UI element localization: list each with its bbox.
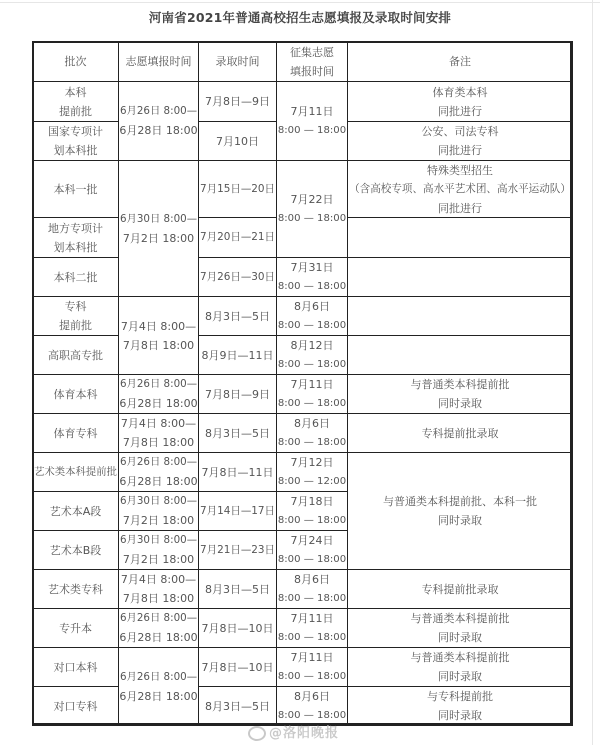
- admit-time-cell: [198, 217, 277, 258]
- cell-text: 6月30日 8:00—: [119, 212, 198, 225]
- batch-cell: [32, 121, 119, 161]
- cell-text: 8:00 — 18:00: [277, 213, 347, 224]
- cell-text: 同时录取: [438, 514, 482, 527]
- admit-time-cell: [198, 296, 277, 336]
- cell-text: 8月3日—5日: [205, 426, 270, 440]
- cell-text: 7月11日: [290, 105, 334, 118]
- cell-text: 艺术类专科: [48, 582, 103, 596]
- admission-schedule-table: [32, 41, 572, 725]
- cell-text: 同时录取: [438, 670, 482, 683]
- cell-text: 专科提前批录取: [421, 582, 499, 596]
- batch-cell: [32, 374, 119, 414]
- cell-text: 8:00 — 18:00: [277, 515, 347, 526]
- cell-text: 8:00 — 18:00: [277, 632, 347, 643]
- batch-cell: [32, 257, 119, 297]
- cell-text: 填报时间: [290, 64, 334, 78]
- cell-text: 7月11日: [290, 612, 334, 625]
- note-cell: [347, 569, 573, 609]
- cell-text: 7月8日 18:00: [122, 436, 195, 449]
- collect-time-cell: [276, 413, 348, 453]
- cell-text: 专科: [64, 300, 87, 313]
- cell-text: 8:00 — 18:00: [277, 671, 347, 682]
- note-cell: [347, 413, 573, 453]
- cell-text: 7月26日—30日: [200, 270, 275, 283]
- weibo-icon: [248, 726, 266, 741]
- cell-text: 7月8日—9日: [205, 95, 270, 108]
- collect-time-cell: [276, 686, 348, 726]
- cell-text: 6月26日 8:00—: [119, 456, 198, 468]
- cell-text: 7月15日—20日: [200, 182, 275, 195]
- top-divider: [0, 2, 600, 3]
- note-cell: [347, 608, 573, 648]
- admit-time-cell: [198, 335, 277, 375]
- cell-text: 专升本: [59, 621, 92, 635]
- cell-text: 8月6日: [294, 300, 330, 313]
- cell-text: 高职高专批: [48, 348, 103, 362]
- fill-time-cell: [118, 530, 199, 570]
- collect-time-cell: [276, 530, 348, 570]
- admit-time-cell: [198, 569, 277, 609]
- cell-text: 8:00 — 18:00: [277, 710, 347, 721]
- collect-time-cell: [276, 81, 348, 161]
- watermark: [248, 722, 339, 741]
- cell-text: 7月2日 18:00: [122, 553, 195, 566]
- header-fill-time: [118, 41, 199, 82]
- cell-text: 对口专科: [53, 699, 98, 713]
- cell-text: 7月8日—10日: [201, 621, 274, 635]
- cell-text: 7月4日 8:00—: [120, 417, 197, 430]
- collect-time-cell: [276, 569, 348, 609]
- cell-text: 与普通类本科提前批、本科一批: [383, 495, 537, 508]
- cell-text: 6月26日 8:00—: [119, 670, 198, 683]
- batch-cell: [32, 296, 119, 336]
- cell-text: 公安、司法专科: [421, 125, 499, 138]
- cell-text: 提前批: [59, 319, 92, 332]
- admit-time-cell: [198, 413, 277, 453]
- fill-time-cell: [118, 569, 199, 609]
- cell-text: 8:00 — 18:00: [277, 281, 347, 292]
- right-divider: [592, 0, 593, 745]
- cell-text: 体育类本科: [432, 85, 488, 99]
- cell-text: 8:00 — 18:00: [277, 125, 347, 136]
- cell-text: （含高校专项、高水平艺术团、高水平运动队）: [349, 182, 571, 195]
- cell-text: 6月28日 18:00: [119, 631, 198, 644]
- cell-text: 7月24日: [290, 534, 334, 547]
- cell-text: 8:00 — 18:00: [277, 398, 347, 409]
- note-cell: [347, 296, 573, 336]
- collect-time-cell: [276, 335, 348, 375]
- collect-time-cell: [276, 647, 348, 687]
- fill-time-cell: [118, 81, 199, 161]
- cell-text: 国家专项计: [48, 125, 103, 138]
- cell-text: 8:00 — 18:00: [277, 320, 347, 331]
- cell-text: 7月8日—9日: [205, 387, 270, 401]
- cell-text: 7月20日—21日: [200, 231, 275, 243]
- cell-text: 7月21日—23日: [200, 543, 275, 556]
- cell-text: 提前批: [59, 104, 92, 118]
- cell-text: 7月8日 18:00: [122, 338, 195, 352]
- note-cell: [347, 335, 573, 375]
- cell-text: 特殊类型招生: [427, 163, 493, 177]
- cell-text: 7月10日: [216, 134, 259, 148]
- note-cell: [347, 121, 573, 161]
- note-cell: [347, 81, 573, 122]
- fill-time-cell: [118, 413, 199, 453]
- fill-time-cell: [118, 491, 199, 531]
- cell-text: 7月12日: [290, 456, 334, 469]
- page-title: 河南省2021年普通高校招生志愿填报及录取时间安排: [148, 10, 452, 25]
- cell-text: 与普通类本科提前批: [410, 378, 510, 391]
- cell-text: 同批进行: [438, 144, 482, 157]
- cell-text: 8:00 — 18:00: [277, 359, 347, 370]
- cell-text: 7月4日 8:00—: [120, 319, 197, 333]
- cell-text: 8月3日—5日: [205, 699, 270, 713]
- fill-time-cell: [118, 296, 199, 375]
- cell-text: 6月30日 8:00—: [119, 534, 198, 546]
- cell-text: 8月6日: [294, 417, 330, 430]
- batch-cell: [32, 569, 119, 609]
- cell-text: 7月14日—17日: [200, 504, 275, 517]
- note-cell: [347, 257, 573, 297]
- collect-time-cell: [276, 452, 348, 492]
- note-cell: [347, 686, 573, 726]
- cell-text: 8:00 — 18:00: [277, 437, 347, 448]
- collect-time-cell: [276, 296, 348, 336]
- note-cell: [347, 647, 573, 687]
- cell-text: 艺术类本科提前批: [34, 465, 117, 478]
- admit-time-cell: [198, 121, 277, 161]
- cell-text: 划本科批: [53, 240, 98, 254]
- cell-text: 艺术本A段: [49, 504, 102, 518]
- cell-text: 6月28日 18:00: [119, 689, 198, 703]
- cell-text: 7月8日 18:00: [122, 592, 195, 605]
- cell-text: 8:00 — 18:00: [277, 593, 347, 604]
- cell-text: 8月3日—5日: [205, 582, 270, 596]
- cell-text: 7月22日: [290, 193, 334, 206]
- cell-text: 地方专项计: [48, 221, 103, 235]
- header-admit-time: [198, 41, 277, 82]
- cell-text: 与普通类本科提前批: [410, 651, 510, 664]
- cell-text: 6月26日 8:00—: [119, 105, 198, 117]
- batch-cell: [32, 647, 119, 687]
- cell-text: 8:00 — 18:00: [277, 554, 347, 565]
- admit-time-cell: [198, 647, 277, 687]
- collect-time-cell: [276, 608, 348, 648]
- header-note: [347, 41, 573, 82]
- batch-cell: [32, 491, 119, 531]
- admit-time-cell: [198, 81, 277, 122]
- cell-text: 7月4日 8:00—: [120, 573, 197, 586]
- fill-time-cell: [118, 452, 199, 492]
- cell-text: 8:00 — 12:00: [277, 476, 347, 487]
- cell-text: 6月26日 8:00—: [119, 612, 198, 624]
- cell-text: 本科一批: [53, 182, 98, 196]
- cell-text: 与专科提前批: [427, 690, 493, 703]
- admit-time-cell: [198, 491, 277, 531]
- admit-time-cell: [198, 686, 277, 726]
- cell-text: 备注: [449, 55, 471, 68]
- fill-time-cell: [118, 374, 199, 414]
- admit-time-cell: [198, 257, 277, 297]
- cell-text: 7月11日: [290, 378, 334, 391]
- cell-text: 7月8日—11日: [201, 465, 274, 479]
- cell-text: 8月12日: [290, 339, 334, 352]
- cell-text: 6月28日 18:00: [119, 397, 198, 410]
- batch-cell: [32, 413, 119, 453]
- cell-text: 8月6日: [294, 573, 330, 586]
- cell-text: 录取时间: [215, 55, 260, 68]
- cell-text: 7月18日: [290, 495, 334, 508]
- note-cell: [347, 374, 573, 414]
- watermark-text: @洛阳晚报: [269, 726, 340, 741]
- fill-time-cell: [118, 608, 199, 648]
- cell-text: 7月8日—10日: [201, 660, 274, 674]
- cell-text: 划本科批: [53, 144, 98, 157]
- cell-text: 6月26日 8:00—: [119, 378, 198, 390]
- fill-time-cell: [118, 647, 199, 726]
- header-batch: [32, 41, 119, 82]
- cell-text: 艺术本B段: [49, 543, 102, 557]
- admit-time-cell: [198, 160, 277, 218]
- cell-text: 体育专科: [53, 426, 98, 440]
- cell-text: 7月11日: [290, 651, 334, 664]
- collect-time-cell: [276, 491, 348, 531]
- cell-text: 征集志愿: [290, 45, 334, 59]
- cell-text: 同批进行: [438, 104, 482, 118]
- batch-cell: [32, 160, 119, 218]
- cell-text: 8月3日—5日: [205, 309, 270, 323]
- cell-text: 专科提前批录取: [421, 426, 499, 440]
- admit-time-cell: [198, 530, 277, 570]
- note-cell: [347, 217, 573, 258]
- header-collect-time: [276, 41, 348, 82]
- cell-text: 与普通类本科提前批: [410, 612, 510, 625]
- cell-text: 对口本科: [53, 660, 98, 674]
- admit-time-cell: [198, 452, 277, 492]
- note-cell: [347, 452, 573, 570]
- batch-cell: [32, 335, 119, 375]
- cell-text: 6月30日 8:00—: [119, 495, 198, 507]
- batch-cell: [32, 81, 119, 122]
- cell-text: 7月2日 18:00: [122, 231, 195, 245]
- cell-text: 7月31日: [290, 261, 334, 274]
- cell-text: 8月6日: [294, 690, 330, 703]
- cell-text: 本科: [64, 85, 87, 99]
- cell-text: 6月28日 18:00: [119, 124, 198, 137]
- cell-text: 志愿填报时间: [125, 55, 192, 68]
- cell-text: 同时录取: [438, 631, 482, 644]
- batch-cell: [32, 608, 119, 648]
- note-cell: [347, 160, 573, 218]
- collect-time-cell: [276, 160, 348, 258]
- collect-time-cell: [276, 257, 348, 297]
- batch-cell: [32, 452, 119, 492]
- cell-text: 同时录取: [438, 397, 482, 410]
- cell-text: 8月9日—11日: [201, 348, 274, 362]
- admit-time-cell: [198, 608, 277, 648]
- collect-time-cell: [276, 374, 348, 414]
- batch-cell: [32, 530, 119, 570]
- cell-text: 同时录取: [438, 709, 482, 722]
- batch-cell: [32, 686, 119, 726]
- cell-text: 批次: [64, 55, 87, 68]
- admit-time-cell: [198, 374, 277, 414]
- batch-cell: [32, 217, 119, 258]
- cell-text: 体育本科: [53, 387, 98, 401]
- cell-text: 同批进行: [438, 201, 482, 215]
- cell-text: 7月2日 18:00: [122, 514, 195, 527]
- cell-text: 6月28日 18:00: [119, 475, 198, 488]
- fill-time-cell: [118, 160, 199, 297]
- cell-text: 本科二批: [53, 270, 98, 284]
